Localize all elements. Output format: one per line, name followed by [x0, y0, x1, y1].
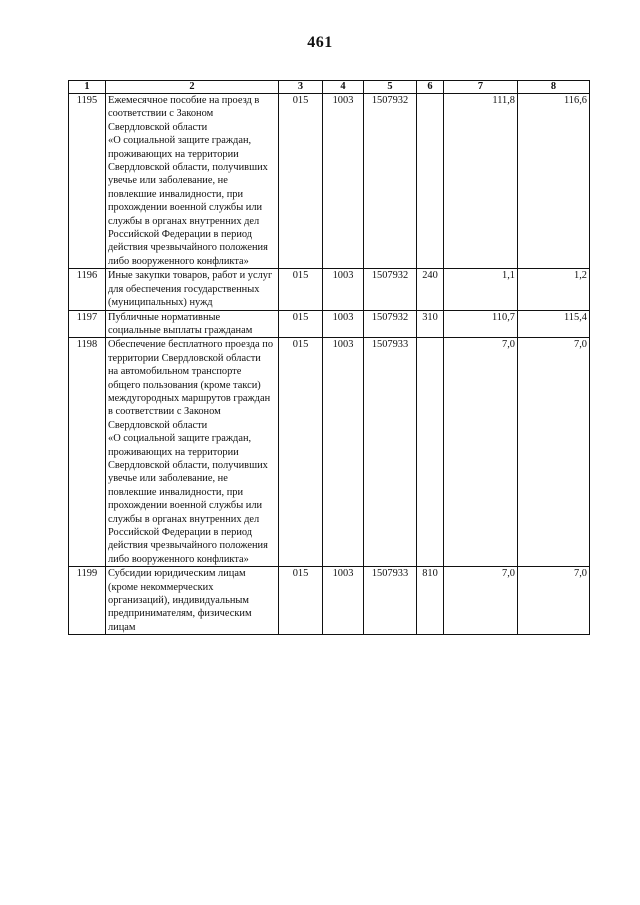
amount-col8: 115,4 [518, 310, 590, 338]
row-description: Ежемесячное пособие на проезд в соответствии с Законом Свердловской области «О социальной защите граждан, проживающих на территории Свердловской области, получивших увечье или заболевание, не повлекшие инвалидности, при прохождении военной службы или службы в органах внутренних дел Российской Федерации в период действия чрезвычайного положения либо вооруженного конфликта» [106, 94, 279, 269]
row-number: 1195 [69, 94, 106, 269]
target-code: 1507932 [364, 310, 417, 338]
expense-type-code: 810 [417, 567, 444, 635]
amount-col8: 1,2 [518, 269, 590, 310]
column-header: 8 [518, 81, 590, 94]
admin-code: 015 [279, 269, 323, 310]
amount-col8: 116,6 [518, 94, 590, 269]
section-code: 1003 [323, 269, 364, 310]
row-number: 1199 [69, 567, 106, 635]
column-header: 3 [279, 81, 323, 94]
target-code: 1507932 [364, 269, 417, 310]
column-header: 7 [444, 81, 518, 94]
table-row [69, 310, 590, 338]
admin-code: 015 [279, 310, 323, 338]
column-header: 1 [69, 81, 106, 94]
column-header: 6 [417, 81, 444, 94]
amount-col7: 1,1 [444, 269, 518, 310]
admin-code: 015 [279, 567, 323, 635]
amount-col7: 110,7 [444, 310, 518, 338]
column-header: 4 [323, 81, 364, 94]
section-code: 1003 [323, 338, 364, 567]
amount-col7: 7,0 [444, 567, 518, 635]
section-code: 1003 [323, 567, 364, 635]
table-row [69, 269, 590, 310]
column-header: 5 [364, 81, 417, 94]
column-header: 2 [106, 81, 279, 94]
section-code: 1003 [323, 94, 364, 269]
target-code: 1507933 [364, 338, 417, 567]
row-description: Иные закупки товаров, работ и услуг для обеспечения государственных (муниципальных) нужд [106, 269, 279, 310]
table-row [69, 94, 590, 269]
table-row [69, 567, 590, 635]
row-description: Публичные нормативные социальные выплаты гражданам [106, 310, 279, 338]
amount-col8: 7,0 [518, 567, 590, 635]
budget-table [68, 80, 590, 635]
expense-type-code: 310 [417, 310, 444, 338]
table-row [69, 338, 590, 567]
admin-code: 015 [279, 94, 323, 269]
expense-type-code [417, 94, 444, 269]
table-header-row [69, 81, 590, 94]
amount-col7: 7,0 [444, 338, 518, 567]
expense-type-code [417, 338, 444, 567]
admin-code: 015 [279, 338, 323, 567]
row-number: 1196 [69, 269, 106, 310]
section-code: 1003 [323, 310, 364, 338]
amount-col7: 111,8 [444, 94, 518, 269]
target-code: 1507933 [364, 567, 417, 635]
page-number: 461 [307, 34, 333, 51]
row-number: 1197 [69, 310, 106, 338]
row-number: 1198 [69, 338, 106, 567]
amount-col8: 7,0 [518, 338, 590, 567]
row-description: Субсидии юридическим лицам (кроме некоммерческих организаций), индивидуальным предпринимателям, физическим лицам [106, 567, 279, 635]
target-code: 1507932 [364, 94, 417, 269]
row-description: Обеспечение бесплатного проезда по территории Свердловской области на автомобильном транспорте общего пользования (кроме такси) междугородных маршрутов граждан в соответствии с Законом Свердловской области «О социальной защите граждан, проживающих на территории Свердловской области, получивших увечье или заболевание, не повлекшие инвалидности, при прохождении военной службы или службы в органах внутренних дел Российской Федерации в период действия чрезвычайного положения либо вооруженного конфликта» [106, 338, 279, 567]
expense-type-code: 240 [417, 269, 444, 310]
